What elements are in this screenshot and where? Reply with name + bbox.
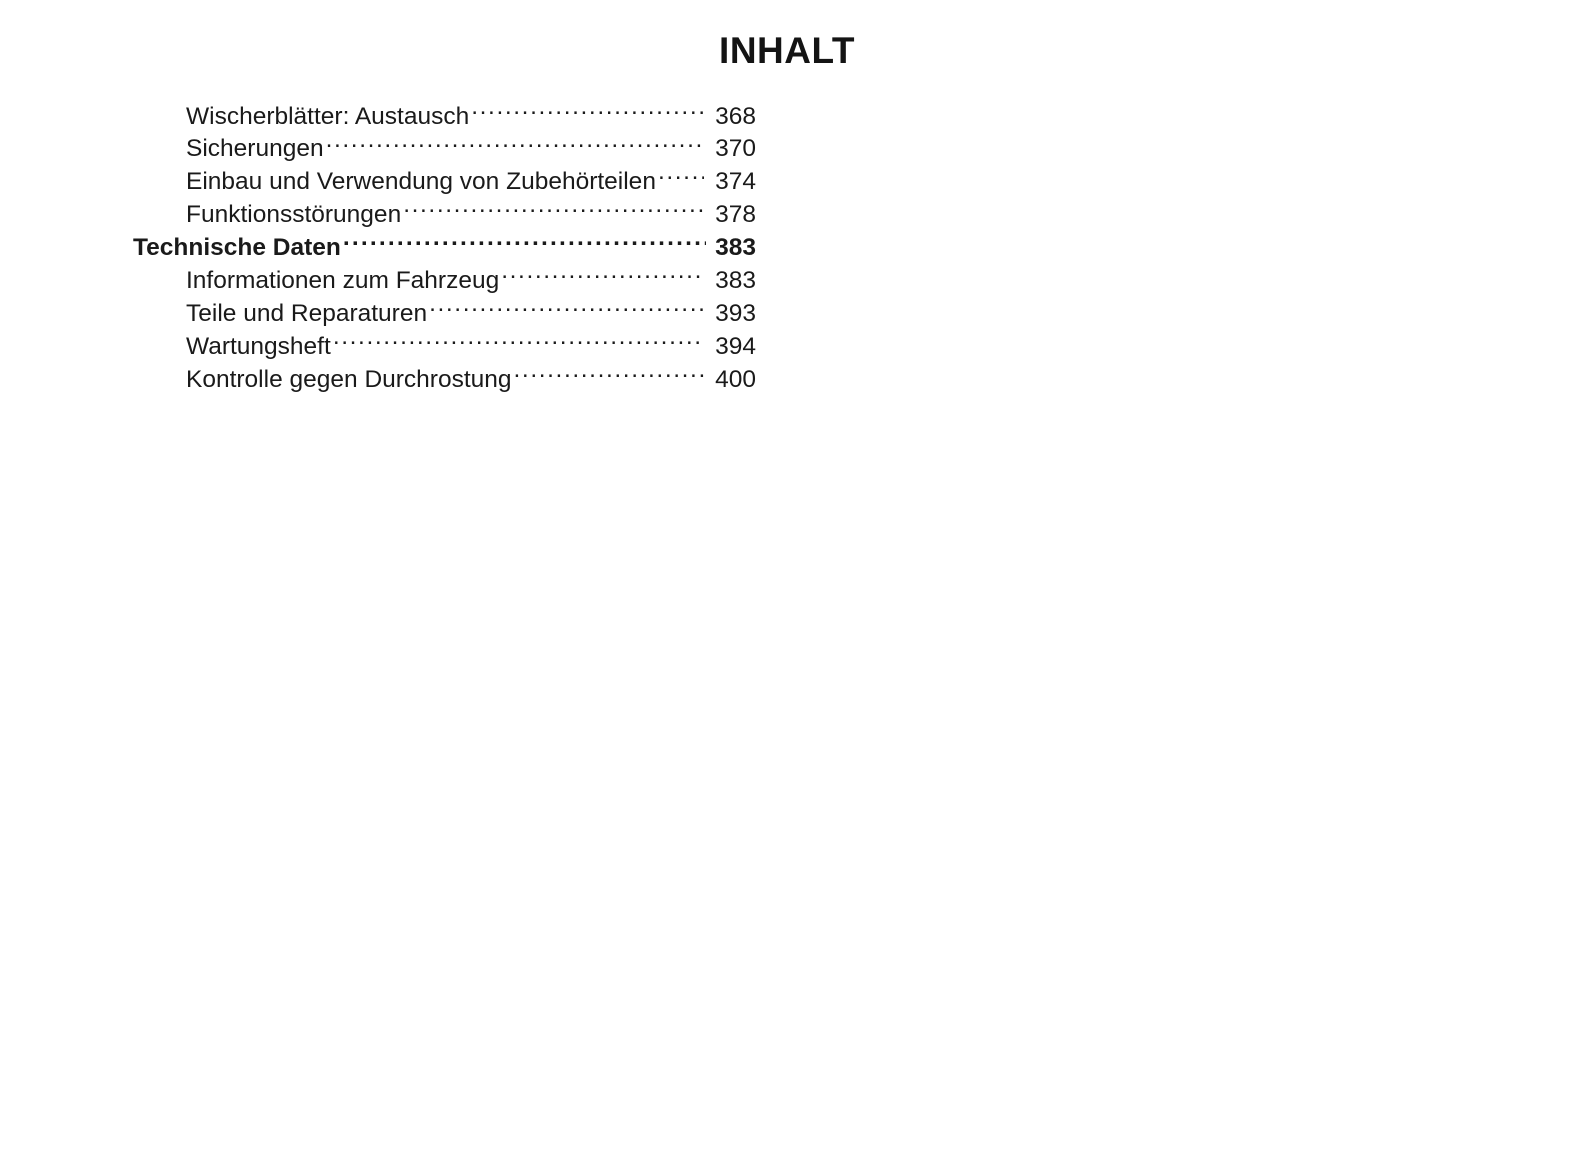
- toc-entry-label: Wartungsheft: [186, 332, 331, 360]
- toc-entry-page-number: 383: [715, 267, 756, 295]
- toc-entry-page-number: 370: [715, 135, 756, 163]
- page-title: INHALT: [719, 30, 855, 71]
- toc-entry[interactable]: [186, 132, 756, 165]
- toc-leader-dots: [343, 231, 706, 256]
- toc-entry-label: Wischerblätter: Austausch: [186, 102, 470, 130]
- toc-entry[interactable]: [186, 329, 756, 362]
- toc-entry-label: Einbau und Verwendung von Zubehörteilen: [186, 168, 656, 196]
- toc-entry-page-number: 368: [715, 102, 756, 130]
- table-of-contents: [133, 99, 756, 395]
- toc-leader-dots: [658, 165, 704, 190]
- toc-entry[interactable]: [133, 231, 756, 264]
- toc-entry-label: Teile und Reparaturen: [186, 299, 428, 327]
- toc-entry[interactable]: [186, 264, 756, 297]
- toc-leader-dots: [333, 329, 704, 354]
- toc-entry[interactable]: [186, 296, 756, 329]
- toc-leader-dots: [326, 132, 704, 157]
- toc-entry-page-number: 400: [715, 365, 756, 393]
- toc-leader-dots: [514, 362, 704, 387]
- toc-entry-label: Sicherungen: [186, 135, 324, 163]
- toc-leader-dots: [429, 296, 704, 321]
- toc-leader-dots: [501, 264, 704, 289]
- toc-leader-dots: [471, 99, 704, 124]
- toc-entry-label: Technische Daten: [133, 234, 341, 262]
- toc-entry[interactable]: [186, 198, 756, 231]
- toc-entry-label: Funktionsstörungen: [186, 201, 402, 229]
- toc-entry-page-number: 383: [715, 234, 756, 262]
- toc-entry-label: Informationen zum Fahrzeug: [186, 267, 500, 295]
- toc-entry-page-number: 374: [715, 168, 756, 196]
- toc-leader-dots: [403, 198, 704, 223]
- toc-entry-page-number: 394: [715, 332, 756, 360]
- toc-entry-page-number: 393: [715, 299, 756, 327]
- toc-entry-page-number: 378: [715, 201, 756, 229]
- toc-entry[interactable]: [186, 165, 756, 198]
- toc-entry-label: Kontrolle gegen Durchrostung: [186, 365, 512, 393]
- toc-entry[interactable]: [186, 362, 756, 395]
- toc-entry[interactable]: [186, 99, 756, 132]
